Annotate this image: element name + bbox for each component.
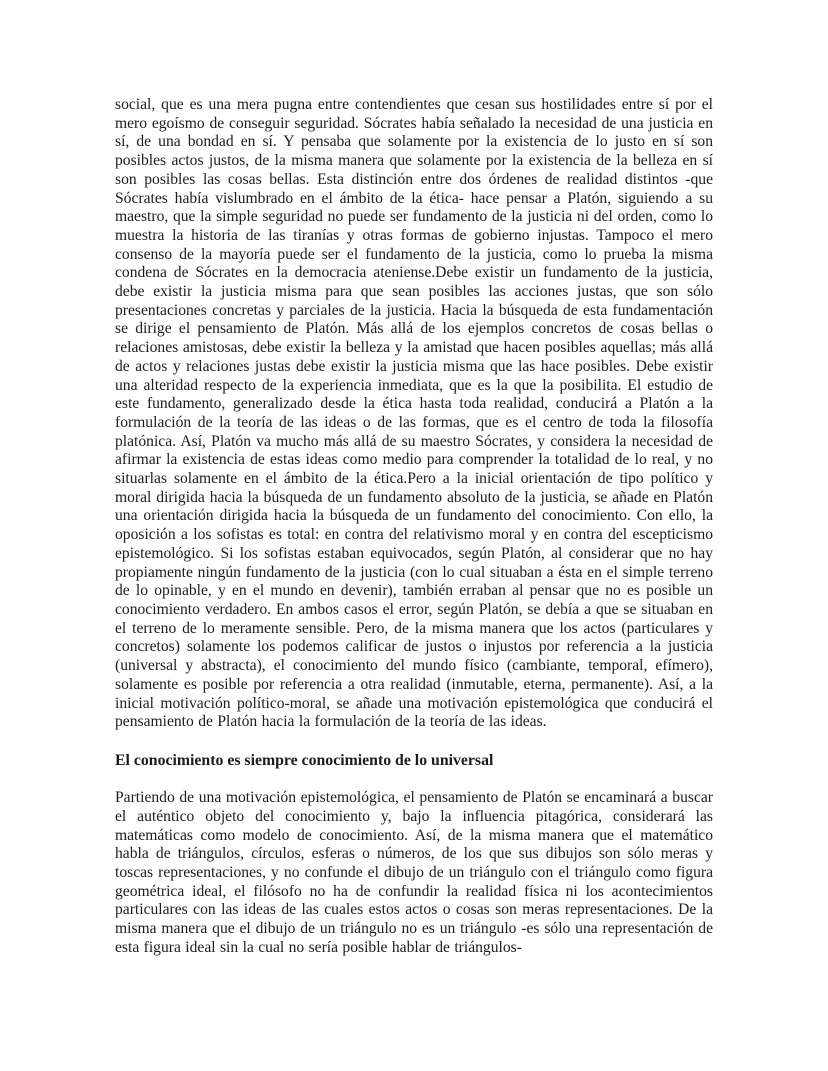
paragraph-knowledge-universal: Partiendo de una motivación epistemológica, el pensamiento de Platón se encaminará a buscar el auténtico objeto del conocimiento y, bajo la influencia pitagórica, considerará las matemáticas como modelo de conocimiento. Así, de la misma manera que el matemático habla de triángulos, círculos, esferas o números, de los que sus dibujos son sólo meras y toscas representaciones, y no confunde el dibujo de un triángulo con el triángulo como figura geométrica ideal, el filósofo no ha de confundir la realidad física ni los acontecimientos particulares con las ideas de las cuales estos actos o cosas son meras representaciones. De la misma manera que el dibujo de un triángulo no es un triángulo -es sólo una representación de esta figura ideal sin la cual no sería posible hablar de triángulos- <box>115 789 713 956</box>
page-content <box>115 96 713 957</box>
section-heading-knowledge-universal: El conocimiento es siempre conocimiento de lo universal <box>115 751 494 769</box>
paragraph-justice-foundation: social, que es una mera pugna entre contendientes que cesan sus hostilidades entre sí por el mero egoísmo de conseguir seguridad. Sócrates había señalado la necesidad de una justicia en sí, de una bondad en sí. Y pensaba que solamente por la existencia de lo justo en sí son posibles actos justos, de la misma manera que solamente por la existencia de la belleza en sí son posibles las cosas bellas. Esta distinción entre dos órdenes de realidad distintos -que Sócrates había vislumbrado en el ámbito de la ética- hace pensar a Platón, siguiendo a su maestro, que la simple seguridad no puede ser fundamento de la justicia ni del orden, como lo muestra la historia de las tiranías y otras formas de gobierno injustas. Tampoco el mero consenso de la mayoría puede ser el fundamento de la justicia, como lo prueba la misma condena de Sócrates en la democracia ateniense.Debe existir un fundamento de la justicia, debe existir la justicia misma para que sean posibles las acciones justas, que son sólo presentaciones concretas y parciales de la justicia. Hacia la búsqueda de esta fundamentación se dirige el pensamiento de Platón. Más allá de los ejemplos concretos de cosas bellas o relaciones amistosas, debe existir la belleza y la amistad que hacen posibles aquellas; más allá de actos y relaciones justas debe existir la justicia misma que las hace posibles. Debe existir una alteridad respecto de la experiencia inmediata, que es la que la posibilita. El estudio de este fundamento, generalizado desde la ética hasta toda realidad, conducirá a Platón a la formulación de la teoría de las ideas o de las formas, que es el centro de toda la filosofía platónica. Así, Platón va mucho más allá de su maestro Sócrates, y considera la necesidad de afirmar la existencia de estas ideas como medio para comprender la totalidad de lo real, y no situarlas solamente en el ámbito de la ética.Pero a la inicial orientación de tipo político y moral dirigida hacia la búsqueda de un fundamento absoluto de la justicia, se añade en Platón una orientación dirigida hacia la búsqueda de un fundamento del conocimiento. Con ello, la oposición a los sofistas es total: en contra del relativismo moral y en contra del escepticismo epistemológico. Si los sofistas estaban equivocados, según Platón, al considerar que no hay propiamente ningún fundamento de la justicia (con lo cual situaban a ésta en el simple terreno de lo opinable, y en el mundo en devenir), también erraban al pensar que no es posible un conocimiento verdadero. En ambos casos el error, según Platón, se debía a que se situaban en el terreno de lo meramente sensible. Pero, de la misma manera que los actos (particulares y concretos) solamente los podemos calificar de justos o injustos por referencia a la justicia (universal y abstracta), el conocimiento del mundo físico (cambiante, temporal, efímero), solamente es posible por referencia a otra realidad (inmutable, eterna, permanente). Así, a la inicial motivación político-moral, se añade una motivación epistemológica que conducirá el pensamiento de Platón hacia la formulación de la teoría de las ideas. <box>115 96 713 731</box>
